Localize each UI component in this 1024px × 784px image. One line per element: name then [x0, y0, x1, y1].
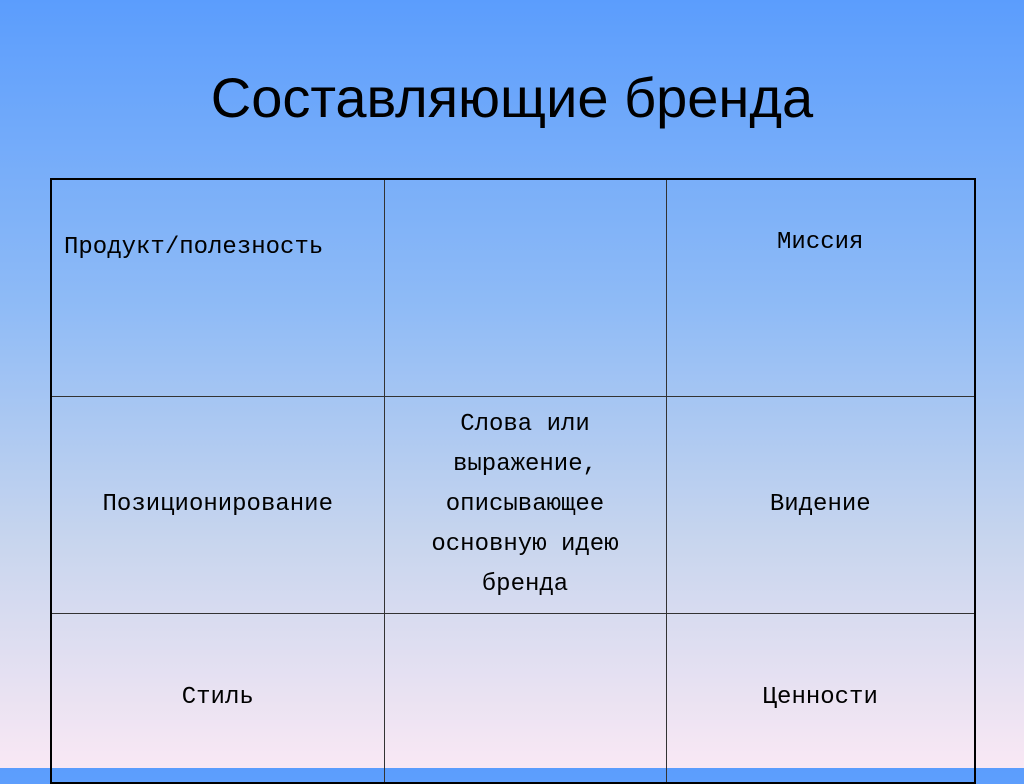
brand-components-table: [50, 178, 976, 784]
cell-empty: [384, 179, 666, 397]
cell-style: Стиль: [51, 614, 384, 784]
slide-title: Составляющие бренда: [210, 66, 814, 129]
table-row: [51, 614, 975, 784]
cell-values: Ценности: [666, 614, 975, 784]
cell-vision: Видение: [666, 397, 975, 614]
table-row: [51, 397, 975, 614]
table-row: [51, 179, 975, 397]
cell-empty: [384, 614, 666, 784]
cell-positioning: Позиционирование: [51, 397, 384, 614]
cell-mission: Миссия: [666, 179, 975, 397]
cell-product-utility: Продукт/полезность: [51, 179, 384, 397]
cell-brand-idea: Слова или выражение, описывающее основную идею бренда: [384, 397, 666, 614]
